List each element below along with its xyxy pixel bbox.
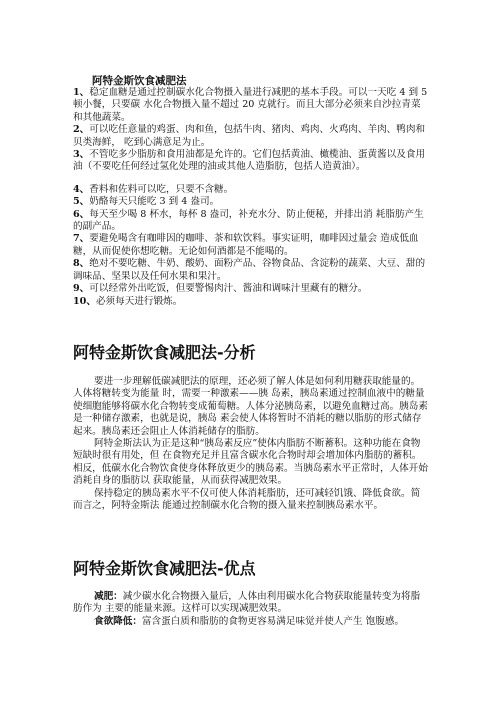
rule-number: 4、 [73,183,90,195]
rule-item [73,233,428,258]
rule-number: 2、 [73,124,90,136]
rule-item [73,196,428,208]
rule-item [73,209,428,234]
rule-text: 可以吃任意量的鸡蛋、肉和鱼，包括牛肉、猪肉、鸡肉、火鸡肉、羊肉、鸭肉和 贝类海鲜， 吃到心满意足为止。 [73,124,426,148]
rule-item [73,283,428,295]
analysis-paragraph: 保持稳定的胰岛素水平不仅可使人体消耗脂肪，还可减轻饥饿、降低食欲。简而言之，阿特金斯法 能通过控制碳水化合物的摄入量来控制胰岛素水平。 [73,487,421,512]
rules-list [73,87,428,308]
rule-number: 6、 [73,208,90,220]
document-title: 阿特金斯饮食减肥法 [92,75,187,87]
rule-number: 3、 [73,149,90,161]
rule-item [73,184,428,196]
rule-number: 9、 [73,283,90,295]
rule-text: 绝对不要吃糖、牛奶、酸奶、面粉产品、谷物食品、含淀粉的蔬菜、大豆、甜的调味品、坚果以及任何水果和果汁。 [73,258,426,282]
analysis-paragraph: 要进一步理解低碳减肥法的原理，还必须了解人体是如何利用糖获取能量的。人体将糖转变为能量 时，需要一种激素——胰 岛素，胰岛素通过控制血液中的糖量使细胞能够将碳水化合物转变成葡萄糖。人体分泌胰岛素，以避免血糖过高。胰岛素是一种储存激素，也就是说，胰岛 素会使人体将暂时不消耗的糖以脂肪的形式储存起来。胰岛素还会阻止人体消耗储存的脂肪。 [73,376,428,437]
advantage-text: 富含蛋白质和脂肪的食物更容易满足味觉并使人产生 饱腹感。 [141,615,405,627]
analysis-heading: 阿特金斯饮食减肥法-分析 [73,343,256,362]
rule-text: 稳定血糖是通过控制碳水化合物摄入量进行减肥的基本手段。可以一天吃 4 到 5 顿小餐，只要碳 水化合物摄入量不超过 20 克就行。而且大部分必须来自沙拉青菜和其他蔬菜。 [73,87,428,123]
advantage-text: 减少碳水化合物摄入量后，人体由利用碳水化合物获取能量转变为将脂肪作为 主要的能量来源。这样可以实现减肥效果。 [73,591,421,615]
rule-item [73,87,428,124]
rule-number: 7、 [73,233,90,245]
rule-item [73,124,428,149]
rule-text: 必须每天进行锻炼。 [95,295,183,307]
rule-text: 奶酪每天只能吃 3 到 4 盎司。 [89,196,220,208]
rule-item [73,296,428,308]
rule-item [73,149,428,174]
rule-number: 10、 [73,295,96,307]
rule-text: 香料和佐料可以吃，只要不含糖。 [89,183,234,195]
rule-number: 5、 [73,196,90,208]
analysis-paragraph: 阿特金斯法认为正是这种“胰岛素反应”使体内脂肪不断蓄积。这种功能在食物短缺时很有用处，但 在食物充足并且富含碳水化合物时却会增加体内脂肪的蓄积。相反，低碳水化合物饮食使身体释放更少的胰岛素。当胰岛素水平正常时，人体开始消耗自身的脂肪以 获取能量，从而获得减肥效果。 [73,438,428,487]
analysis-section [73,376,428,512]
advantage-label: 减肥： [94,591,123,602]
rule-item [73,258,428,283]
advantages-section [73,591,428,628]
rule-text: 可以经常外出吃饭，但要警惕肉汁、酱油和调味汁里藏有的糖分。 [89,283,368,295]
rule-text: 每天至少喝 8 杯水，每杯 8 盎司，补充水分、防止便秘，并排出消 耗脂肪产生的副产品。 [73,208,424,233]
advantage-item [73,616,428,628]
advantages-heading: 阿特金斯饮食减肥法-优点 [73,559,256,578]
advantage-item [73,591,428,616]
rule-text: 不管吃多少脂肪和食用油都是允许的。它们包括黄油、橄榄油、蛋黄酱以及食用 油（不要吃任何经过氢化处理的油或其他人造脂肪，包括人造黄油）。 [73,149,426,173]
advantage-label: 食欲降低： [94,615,142,627]
rule-number: 8、 [73,258,90,270]
rule-number: 1、 [73,87,90,98]
rule-text: 要避免喝含有咖啡因的咖啡、茶和软饮料。事实证明，咖啡因过量会 造成低血糖，从而促使你想吃糖。无论如何酒都是不能喝的。 [73,233,419,257]
